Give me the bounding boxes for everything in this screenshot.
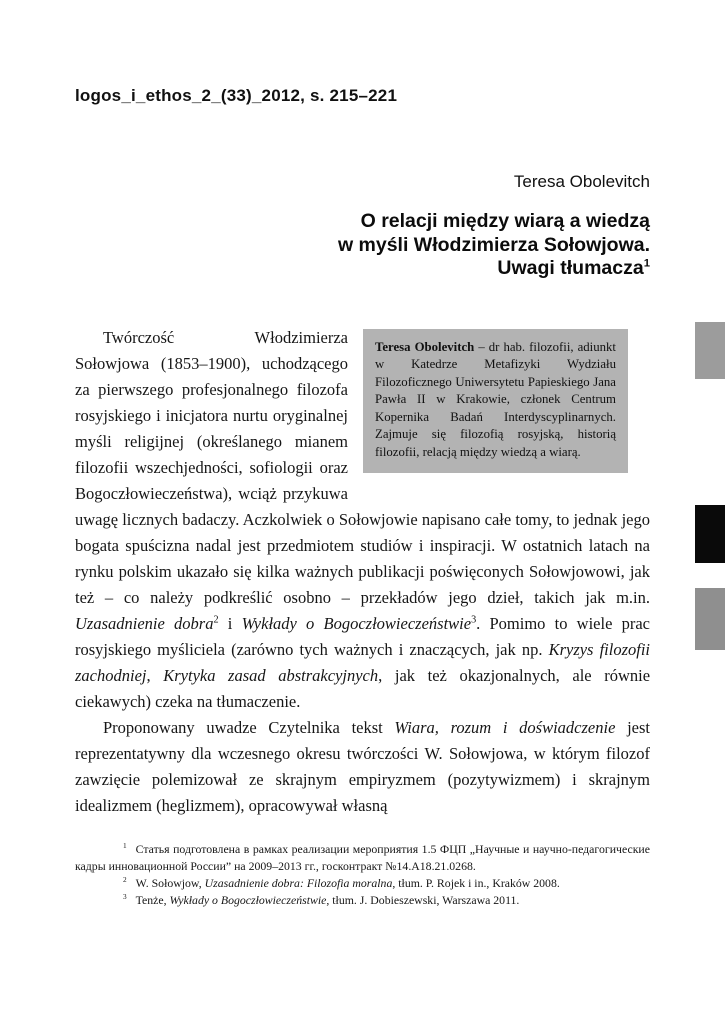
paragraph-1-text: Twórczość Włodzimierza Sołowjowa (1853–1900), uchodzącego za pierwszego profesjonalnego filozofa rosyjskiego i inicjatora nurtu oryginalnej myśli religijnej (określanego mianem filozofii wszechjedności, sofiologii oraz Bogoczłowieczeństwa), wciąż przykuwa uwagę licznych badaczy. Aczkolwiek o Sołowjowie napisano całe tomy, to jednak jego bogata spuścizna nadal jest przedmiotem studiów i inspiracji. W ostatnich latach na rynku polskim ukazało się kilka ważnych publikacji poświęconych Sołowjowowi, jak też – co należy podkreślić osobno – przekładów jego dzieł, takich jak m.in. Uzasadnienie dobra$^2$ i Wykłady o Bogoczłowieczeństwie$^3$. Pomimo to wiele prac rosyjskiego myśliciela (zarówno tych ważnych i znaczących, jak np. Kryzys filozofii zachodniej, Krytyka zasad abstrakcyjnych, jak też okazjonalnych, ale równie ciekawych) czeka na tłumaczenie. bbox=[75, 327, 651, 711]
article-title bbox=[75, 210, 650, 281]
title-line-3: Uwagi tłumacza bbox=[497, 257, 644, 279]
page-content bbox=[75, 0, 650, 909]
title-line-2: w myśli Włodzimierza Sołowjowa. bbox=[337, 233, 650, 256]
edge-marker-3 bbox=[695, 588, 725, 650]
edge-marker-1 bbox=[695, 322, 725, 379]
paragraph-1 bbox=[75, 325, 650, 715]
edge-marker-2 bbox=[695, 505, 725, 563]
article-body bbox=[75, 325, 650, 819]
paragraph-2-text: Proponowany uwadze Czytelnika tekst Wiara, rozum i doświadczenie jest reprezentatywny dla wczesnego okresu twórczości W. Sołowjowa, w którym filozof zawzięcie polemizował ze skrajnym empiryzmem (pozytywizmem) i skrajnym idealizmem (heglizmem), opracowywał własną bbox=[75, 717, 650, 815]
author-bio-text: Teresa Obolevitch – dr hab. filozofii, adiunkt w Katedrze Metafizyki Wydziału Filozoficznego Uniwersytetu Papieskiego Jana Pawła II w Krakowie, członek Centrum Kopernika Badań Interdyscyplinarnych. Zajmuje się filozofią rosyjską, historią filozofii, relacją między wiedzą a wiarą. bbox=[375, 339, 616, 460]
author-name: Teresa Obolevitch bbox=[513, 172, 650, 191]
title-line-1: O relacji między wiarą a wiedzą bbox=[360, 210, 650, 232]
title-footnote-ref: 1 bbox=[643, 257, 650, 270]
footnote-2: $^2$ W. Sołowjow, Uzasadnienie dobra: Filozofia moralna, tłum. P. Rojek i in., Kraków 2008. bbox=[123, 874, 560, 890]
footnote-1: $^1$ Статья подготовлена в рамках реализации мероприятия 1.5 ФЦП „Научные и научно-педагогические кадры инновационной России” на 2009–2013 гг., госконтракт №14.A18.21.0268. bbox=[75, 840, 650, 873]
author-bio-box bbox=[363, 329, 628, 473]
paragraph-2 bbox=[75, 715, 650, 819]
journal-header: logos_i_ethos_2_(33)_2012, s. 215–221 bbox=[75, 86, 398, 105]
footnote-3: $^3$ Tenże, Wykłady o Bogoczłowieczeństwie, tłum. J. Dobieszewski, Warszawa 2011. bbox=[123, 892, 520, 908]
footnotes-block bbox=[75, 841, 650, 910]
